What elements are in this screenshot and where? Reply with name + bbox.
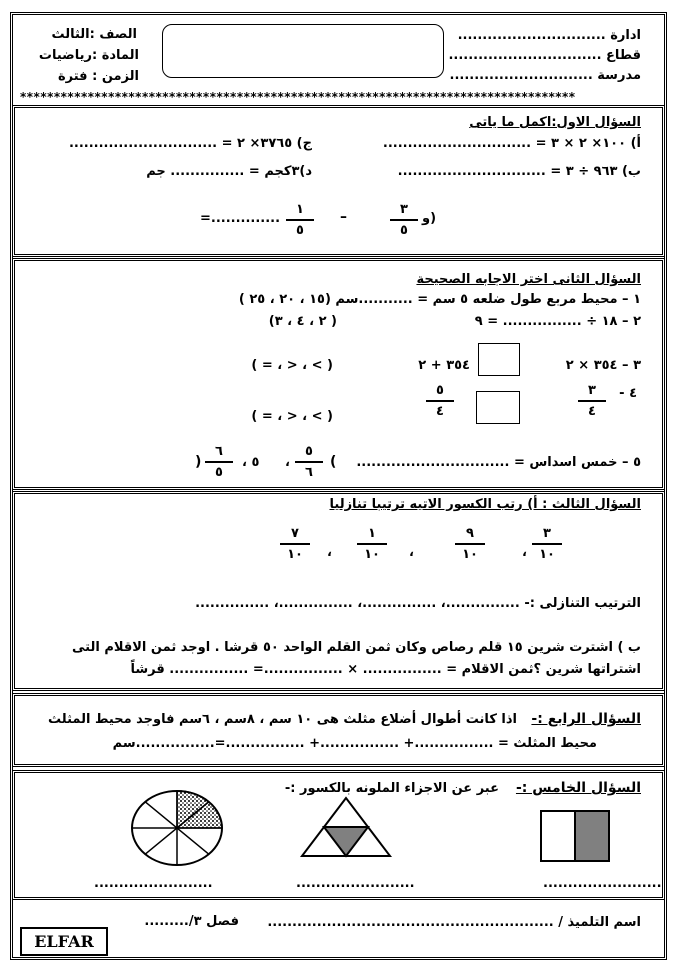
q2-item-1: ١ – محيط مربع طول ضلعه ٥ سم = ...........سم (١٥ ، ٢٠ ، ٢٥ ) — [238, 292, 641, 307]
q2-item-5-mid: ٥ ، — [242, 455, 260, 470]
header-sector: قطاع ............................... — [448, 48, 641, 63]
q3-comma-1: ، — [522, 545, 527, 560]
q1-minus-sign: – — [340, 209, 347, 225]
q5-answer-blank-2: ........................ — [296, 876, 415, 891]
header-time: الزمن : فترة — [57, 69, 139, 84]
q3-b-line-1: ب ) اشترت شرين ١٥ قلم رصاص وكان ثمن القلم الواحد ٥٠ قرشا . اوجد ثمن الاقلام التى — [72, 640, 641, 655]
q2-item-5-fraction-1: ٥ ٦ — [295, 444, 323, 480]
header-administration: ادارة .............................. — [457, 28, 641, 43]
shaded-circle-figure — [128, 788, 226, 868]
q5-text: عبر عن الاجزاء الملونه بالكسور :- — [284, 781, 499, 796]
q3-comma-3: ، — [327, 545, 332, 560]
q1-fraction-2: ١ ٥ — [286, 202, 314, 238]
q3-comma-2: ، — [409, 545, 414, 560]
q2-title: السؤال الثانى اختر الاجابه الصحيحة — [416, 272, 641, 287]
q5-answer-blank-1: ........................ — [94, 876, 213, 891]
q4-line-2: محيط المثلث = ................+ ................+ ................=................سم — [112, 736, 597, 751]
q2-item-3-label: ٣ – ٣٥٤ × ٢ — [565, 358, 641, 373]
q2-item-2: ٢ – ١٨ ÷ ................ = ٩ — [474, 314, 641, 329]
shaded-triangle-figure — [298, 794, 394, 860]
q2-item-5-close: ) — [195, 454, 202, 470]
q3-title: السؤال الثالث : أ) رتب الكسور الاتيه ترتيبا تنازليا — [329, 497, 641, 512]
q2-item-5: ٥ – خمس اسداس = ............................... — [356, 455, 641, 470]
header-subject: المادة :رياضيات — [38, 48, 139, 63]
q5-title: السؤال الخامس :- — [515, 780, 641, 796]
q1-item-e-prefix: و) — [422, 211, 437, 226]
q5-answer-blank-3: ........................ — [543, 876, 662, 891]
q1-item-d: د)٣كجم = ............... جم — [146, 164, 312, 179]
q2-item-4-choices: ( > ، < ، = ) — [251, 409, 333, 424]
q2-item-5-sep: ، — [285, 455, 290, 470]
q1-item-a: أ) ١٠٠× ٢ × ٣ = .............................. — [382, 136, 641, 151]
q4-text: اذا كانت أطوال أضلاع مثلث هى ١٠ سم ، ٨سم ، ٦سم فاوجد محيط المثلث — [48, 712, 517, 727]
q2-item-5-fraction-2: ٦ ٥ — [205, 444, 233, 480]
elfar-logo: ELFAR — [20, 927, 108, 956]
header-stars: ********************************************************************************** — [20, 90, 576, 104]
q3-order-line: الترتيب التنازلى :- ...............، ...............، ...............، ............... — [195, 596, 641, 611]
footer-class: فصل ٣/......... — [144, 914, 239, 929]
q2-item-4-fraction-2: ٥ ٤ — [426, 383, 454, 419]
q2-item-3-choices: ( > ، < ، = ) — [251, 358, 333, 373]
q3-b-line-2: اشتراتها شرين ؟ثمن الاقلام = ................ × ................= ................ قرشاً — [130, 662, 641, 677]
q2-item-4-label: ٤ - — [619, 386, 637, 401]
q1-item-e-answer: =.............. — [200, 211, 281, 226]
q1-item-b: ب) ٩٦٣ ÷ ٣ = .............................. — [397, 164, 641, 179]
q2-compare-box-1[interactable] — [478, 343, 520, 376]
footer-student-name: اسم التلميذ / .......................................................... — [267, 915, 641, 930]
shaded-rectangle-figure — [540, 810, 610, 862]
q3-fraction-2: ٩ ١٠ — [455, 526, 485, 562]
header-grade: الصف :الثالث — [51, 27, 137, 42]
header-school: مدرسة ............................. — [449, 68, 641, 83]
q3-fraction-1: ٣ ١٠ — [532, 526, 562, 562]
q2-item-4-fraction-1: ٣ ٤ — [578, 383, 606, 419]
q2-item-3-right: ٣٥٤ + ٢ — [418, 358, 470, 373]
q1-fraction-1: ٣ ٥ — [390, 202, 418, 238]
q2-compare-box-2[interactable] — [476, 391, 520, 424]
q2-item-2-choices: ( ٢ ، ٤ ، ٣) — [268, 314, 337, 329]
q1-item-c: ج) ٣٧٦٥× ٢ = .............................. — [68, 136, 312, 151]
q4-title: السؤال الرابع :- — [531, 711, 641, 727]
q3-fraction-4: ٧ ١٠ — [280, 526, 310, 562]
header-name-box[interactable] — [162, 24, 444, 78]
q2-item-5-open: ( — [330, 454, 337, 470]
q3-fraction-3: ١ ١٠ — [357, 526, 387, 562]
q4-section — [12, 693, 665, 767]
q1-title: السؤال الاول:اكمل ما ياتى — [469, 115, 641, 130]
q3-section — [12, 491, 665, 691]
